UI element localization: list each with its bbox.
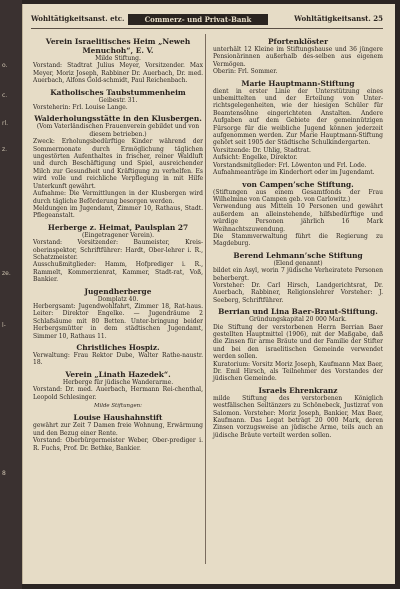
entry-title: Herberge z. Heimat, Paulsplan 27 (47, 222, 189, 232)
entry-text: (Stiftungen aus einem Gesamtfonds der Frau Wilhelmine von Campen geb. von Carlowitz.) (213, 188, 383, 203)
entry-text: Meldungen im Jugendamt, Zimmer 10, Rathaus, Stadt. Pflegeanstalt. (33, 204, 203, 220)
entry-text: Die Stiftung der verstorbenen Herrn Berrian Baer gestellten Hauptmittel (1906), mit der Maßgabe, daß die Zinsen für arme Bräute und der Familie der Stifter und bei den israelitischen Gemeinde verwendet werden sollen. (213, 323, 383, 361)
entry-title: Berend Lehmann’sche Stiftung (233, 250, 363, 260)
entry-text: Aufnahme: Die Vermittlungen in der Klusbergen wird durch tägliche Beförderung besorgen werden. (33, 190, 203, 205)
entry-subtitle: (Eingetragener Verein). (81, 231, 155, 239)
entry-text: Kuratorium: Vorsitz Moriz Joseph, Kaufmann Max Baer, Dr. Emil Hirsch, als Teilnehmer des Vorstandes der jüdischen Gemeinde. (213, 360, 383, 383)
entry-text: gewährt zur Zeit 7 Damen freie Wohnung, Erwärmung und den Bezug einer Rente. (33, 422, 203, 437)
entry-text: Vorstand: Oberbürgermeister Weber, Ober-prediger i. R. Fuchs, Prof. Dr. Bethke, Bankier. (33, 437, 203, 452)
entry-title: Verein „Linath Hazedek“. (65, 369, 171, 379)
right-column (213, 34, 383, 439)
page-header (31, 14, 383, 26)
header-center-banner: Commerz- und Privat-Bank (128, 14, 268, 25)
entry-text: Oberin: Frl. Sommer. (213, 68, 278, 76)
column-divider (205, 34, 206, 564)
entry-text: Aufsicht: Engelke, Direktor. (213, 154, 298, 162)
entry-text: bildet ein Asyl, worin 7 jüdische Verheiratete Personen beherbergt. (213, 267, 383, 282)
book-spine (0, 0, 22, 589)
entry-text: Vorstand: Dr. med. Auerbach, Hermann Rei-chenthal, Leopold Schlesinger. (33, 386, 203, 401)
entry-subtitle: Herberge für jüdische Wanderarme. (62, 378, 174, 386)
entry-title: Katholisches Taubstummenheim (50, 87, 186, 97)
entry-text: Zweck: Erholungsbedürftige Kinder während der Sommermonate durch Ermöglichung täglichen ungestörten Aufenthaltes in frischer, reiner Waldluft und durch Beschäftigung und Spiel, ausreichender Milch zur Gesundheit und Kräftigung zu verhelfen. Es wird volle und reichliche Verpflegung in mit Hilfe Unterkunft gewährt. (33, 138, 203, 190)
spine-mark: 8 (2, 470, 6, 477)
header-right-title: Wohltätigkeitsanst. 25 (294, 14, 383, 23)
spine-mark: rl. (2, 120, 9, 127)
entry-text: Verwaltung: Frau Rektor Dube, Walter Rathe-naustr. 18. (33, 352, 203, 367)
spine-mark: z. (2, 146, 8, 153)
entry-text: Die Stammverwaltung führt die Regierung zu Magdeburg. (213, 232, 383, 248)
entry-text: Vorstandsmitglieder: Frl. Löwenton und Frl. Lode. (213, 161, 367, 169)
book-page (22, 4, 395, 584)
spine-mark: c. (2, 92, 8, 99)
entry-title: Walderholungsstätte in den Klusbergen. (34, 114, 202, 124)
entry-text: dient in erster Linie der Unterstützung eines unbemittelten und der Erteilung von Unter-richtsgelegenheiten, wie der hiesigen Schüler für Beamtensöhne eingerichteten Anstalten. Andere Aufgaben auf dem Gebiete der gemeinnützigen Fürsorge für die weibliche Jugend können jederzeit aufgenommen werden. Zur Marie Hauptmann-Stiftung gehört seit 1905 der Städtische Schulkindergarten. (213, 87, 383, 147)
entry-text: Vorsitzende: Dr. Uhlig, Stadtrat. (213, 146, 311, 154)
header-left-title: Wohltätigkeitsanst. etc. (31, 14, 125, 23)
entry-text: Ausschußmitglieder: Hamm, Hofprediger i. R., Rammelt, Kommerzienrat, Kammer, Stadt-rat, Voß, Bankier. (33, 261, 203, 284)
spine-mark: l- (2, 322, 6, 329)
entry-title: von Campen’sche Stiftung. (242, 179, 354, 189)
entry-text: Vorstand: Vorsitzender: Baumeister, Kreis-oberinspektor, Schriftführer: Hardt, Ober-lehrer i. R., Schatzmeister. (33, 239, 203, 261)
entry-title: Berrian und Lina Baer-Braut-Stiftung. (218, 307, 378, 317)
entry-text: milde Stiftung des verstorbenen Königlich westfälischen Seiltänzers zu Schönebeck, Justizrat von Salomon. Vorsteher: Moriz Joseph, Bankier, Max Baer, Kaufmann. Das Legat beträgt 20 000 Mark, deren Zinsen vorzugsweise an jüdische Arme, teils auch an jüdische Bräute verteilt werden sollen. (213, 394, 383, 439)
entry-title: Louise Haushahnstift (73, 413, 163, 423)
left-column (33, 34, 203, 452)
entry-text: Vorsteherin: Frl. Louise Lange. (33, 104, 128, 112)
entry-title: Israels Ehrenkranz (258, 385, 338, 395)
entry-subtitle: Geibestr. 31. (98, 96, 138, 104)
entry-subtitle: (Vom Vaterländischen Frauenverein gebildet und von diesem betrieben.) (36, 123, 200, 138)
spine-mark: o. (2, 62, 8, 69)
entry-text: unterhält 12 Kleine im Stiftungshause und 36 jüngere Pensionärinnen außerhalb des-selben aus eigenem Vermögen. (213, 46, 383, 68)
entry-title: Christliches Hospiz. (76, 343, 160, 352)
entry-title: Jugendherberge (84, 286, 152, 296)
entry-title: Marie Hauptmann-Stiftung (241, 78, 355, 88)
spine-mark: ze. (2, 270, 11, 277)
entry-text: Herbergsamt: Jugendwohlfahrt, Zimmer 18, Rat-haus. Leiter: Direktor Engelke. — Jugendräume 2 Schlafsäume mit 80 Betten. Unter-bringung beider Herbergsmütter in dem städtischen Jugendamt, Simmer 10, Rathaus 11. (33, 302, 203, 340)
entry-subtitle: (Elend genannt) (273, 259, 323, 267)
entry-title: Pfortenklöster (267, 37, 329, 46)
entry-text: Vorstand: Stadtrat Julius Meyer, Vorsitzender. Max Meyer, Moriz Joseph, Rabbiner Dr. Auerbach, Dr. med. Auerbach, Alfons Gold-schmidt, Paul Reichenbach. (33, 62, 203, 85)
entry-subtitle: Domplatz 40. (97, 295, 139, 303)
entry-subtitle: Milde Stiftung. (95, 55, 141, 62)
entry-title: Verein Israelitisches Heim „Neweh Menuchoh“, E. V. (45, 37, 191, 55)
entry-text: Aufnahmeanträge im Kinderhort oder im Jugendamt. (213, 169, 375, 177)
entry-subtitle: Gründungskapital 20 000 Mark. (249, 316, 347, 324)
section-caption: Milde Stiftungen: (94, 403, 142, 410)
entry-text: Verwendung aus Mitteln 10 Personen und gewährt außerdem an alleinstehende, hilfsbedürftige und würdige Personen jährlich 16 Mark Weihnachtszuwendung. (213, 203, 383, 233)
header-rule (31, 28, 383, 29)
entry-text: Vorsteher: Dr. Carl Hirsch, Landgerichtsrat, Dr. Auerbach, Rabbiner, Religionslehrer Vorsteher: J. Seeberg, Schriftführer. (213, 281, 383, 304)
